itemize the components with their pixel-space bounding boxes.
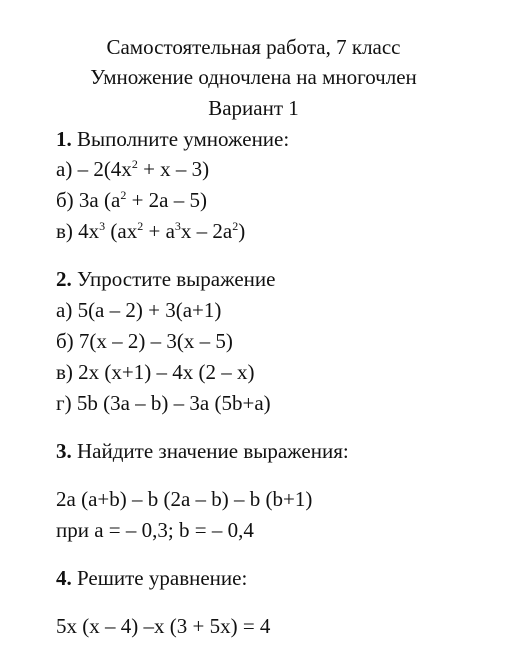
task-1-c-part: x – 2a bbox=[180, 219, 233, 243]
task-2-heading bbox=[56, 266, 275, 292]
task-4-equation: 5x (x – 4) –x (3 + 5x) = 4 bbox=[56, 614, 271, 638]
task-1-item-c bbox=[56, 218, 245, 244]
task-3-expression: 2a (a+b) – b (2a – b) – b (b+1) bbox=[56, 487, 313, 511]
task-2-number: 2. bbox=[56, 267, 72, 291]
task-3-number: 3. bbox=[56, 439, 72, 463]
task-2-item-a: а) 5(a – 2) + 3(a+1) bbox=[56, 298, 222, 322]
task-1-c-exponent: 3 bbox=[174, 219, 181, 233]
task-4-title: Решите уравнение: bbox=[71, 566, 248, 590]
task-1-item-a bbox=[56, 156, 209, 182]
task-2-item-b: б) 7(x – 2) – 3(x – 5) bbox=[56, 329, 233, 353]
task-2-title: Упростите выражение bbox=[71, 267, 276, 291]
task-1-b-exponent: 2 bbox=[120, 188, 127, 202]
task-1-c-part: (ax bbox=[105, 219, 138, 243]
worksheet-variant: Вариант 1 bbox=[208, 96, 299, 120]
task-1-c-exponent: 3 bbox=[99, 219, 106, 233]
task-1-number: 1. bbox=[56, 127, 72, 151]
task-1-c-part: в) 4x bbox=[56, 219, 100, 243]
task-1-c-part: ) bbox=[238, 219, 246, 243]
task-1-c-exponent: 2 bbox=[232, 219, 239, 233]
task-1-a-part: а) – 2(4x bbox=[56, 157, 132, 181]
task-4-heading bbox=[56, 565, 247, 591]
task-4-number: 4. bbox=[56, 566, 72, 590]
task-3-condition: при a = – 0,3; b = – 0,4 bbox=[56, 518, 254, 542]
task-2-item-d: г) 5b (3a – b) – 3a (5b+a) bbox=[56, 391, 271, 415]
task-1-b-part: + 2a – 5) bbox=[126, 188, 207, 212]
task-1-title: Выполните умножение: bbox=[71, 127, 290, 151]
task-1-c-exponent: 2 bbox=[137, 219, 144, 233]
task-1-a-exponent: 2 bbox=[131, 157, 138, 171]
task-2-item-c: в) 2x (x+1) – 4x (2 – x) bbox=[56, 360, 255, 384]
task-1-item-b bbox=[56, 187, 207, 213]
worksheet-title: Самостоятельная работа, 7 класс bbox=[106, 35, 401, 59]
task-3-heading bbox=[56, 438, 349, 464]
task-1-c-part: + a bbox=[143, 219, 175, 243]
task-3-title: Найдите значение выражения: bbox=[71, 439, 349, 463]
task-1-heading bbox=[56, 126, 289, 152]
task-1-b-part: б) 3a (a bbox=[56, 188, 121, 212]
worksheet-topic: Умножение одночлена на многочлен bbox=[90, 65, 417, 89]
task-1-a-part: + x – 3) bbox=[137, 157, 210, 181]
